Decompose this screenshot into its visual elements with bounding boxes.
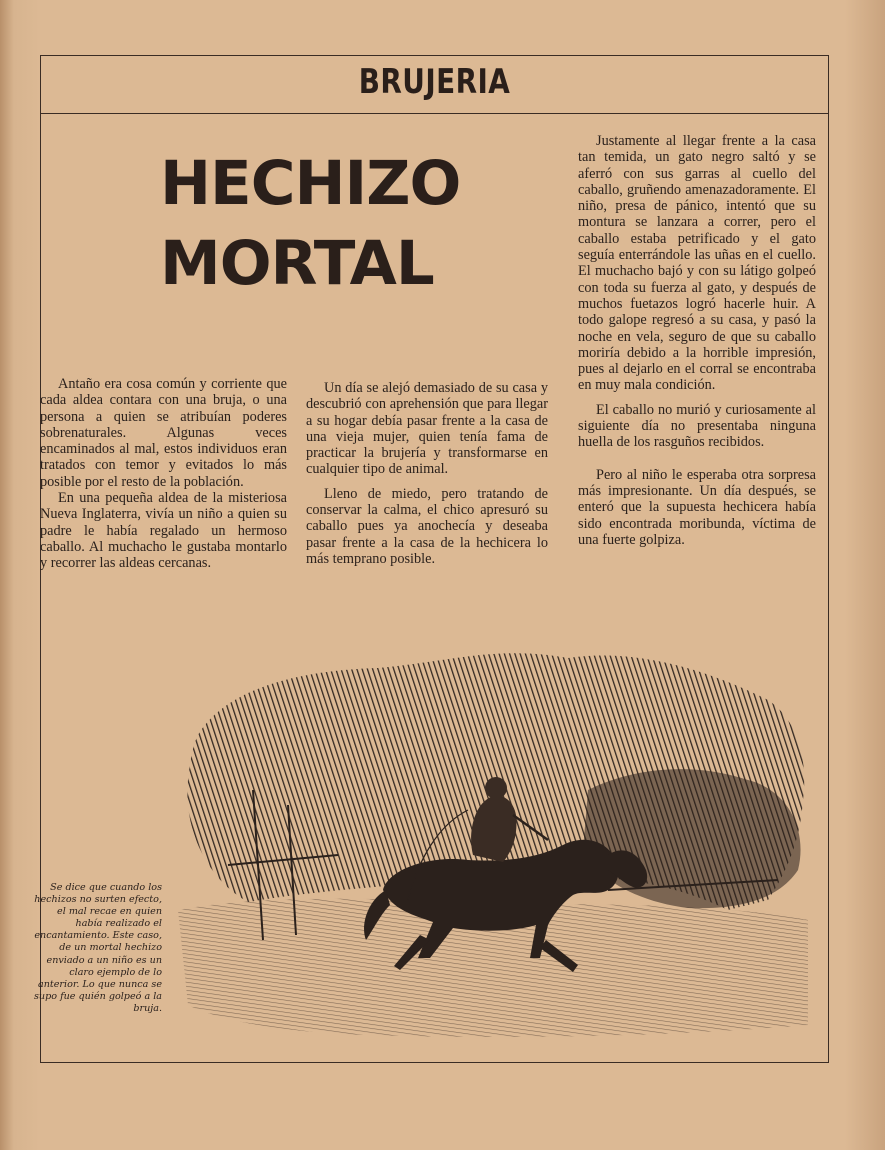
article-column-2 bbox=[306, 380, 548, 567]
paragraph: En una pequeña aldea de la misteriosa Nueva Inglaterra, vivía un niño a quien su padre le había regalado un hermoso caballo. Al muchacho le gustaba montarlo y recorrer las aldeas cercanas. bbox=[40, 490, 287, 572]
section-title: BRUJERIA bbox=[358, 62, 511, 102]
paragraph: Lleno de miedo, pero tratando de conservar la calma, el chico apresuró su caballo pues ya anochecía y deseaba pasar frente a la casa de la hechicera lo más temprano posible. bbox=[306, 485, 548, 567]
paragraph: Justamente al llegar frente a la casa tan temida, un gato negro saltó y se aferró con sus garras al cuello del caballo, gruñendo amenazadoramente. El niño, presa de pánico, intentó que su montura se lanzara a correr, pero el caballo estaba petrificado y el gato seguía enterrándole las uñas en el cuello. El muchacho bajó y con su látigo golpeó con toda su fuerza al gato, y después de muchos fuetazos logró hacerle huir. A todo galope regresó a su casa, y pasó la noche en vela, seguro de que su caballo moriría debido a la horrible impresión, pues al dejarlo en el corral se encontraba en muy mala condición. bbox=[578, 133, 816, 394]
article-column-1 bbox=[40, 376, 287, 572]
paragraph: Pero al niño le esperaba otra sorpresa más impresionante. Un día después, se enteró que la supuesta hechicera había sido encontrada moribunda, víctima de una fuerte golpiza. bbox=[578, 466, 816, 548]
paragraph: Un día se alejó demasiado de su casa y descubrió con aprehensión que para llegar a su hogar debía pasar frente a la casa de una vieja mujer, quien tenía fama de practicar la brujería y transformarse en cualquier tipo de animal. bbox=[306, 380, 548, 478]
article-column-3 bbox=[578, 133, 816, 548]
header-divider bbox=[40, 113, 829, 114]
paragraph: El caballo no murió y curiosamente al siguiente día no presentaba ninguna huella de los rasguños recibidos. bbox=[578, 401, 816, 451]
paragraph: Antaño era cosa común y corriente que cada aldea contara con una bruja, o una persona a quien se atribuían poderes sobrenaturales. Algunas veces encaminados al mal, estos individuos eran tratados con temor y evitados lo más posible por el resto de la población. bbox=[40, 376, 287, 490]
image-caption: Se dice que cuando los hechizos no surten efecto, el mal recae en quien había realizado el encantamiento. Este caso, de un mortal hechizo enviado a un niño es un claro ejemplo de lo anterior. Lo que nunca se supo fue quién golpeó a la bruja. bbox=[34, 882, 163, 1014]
horse-rider-illustration bbox=[168, 640, 813, 1040]
headline-line-1: HECHIZO bbox=[160, 148, 461, 219]
headline-line-2: MORTAL bbox=[160, 228, 434, 299]
